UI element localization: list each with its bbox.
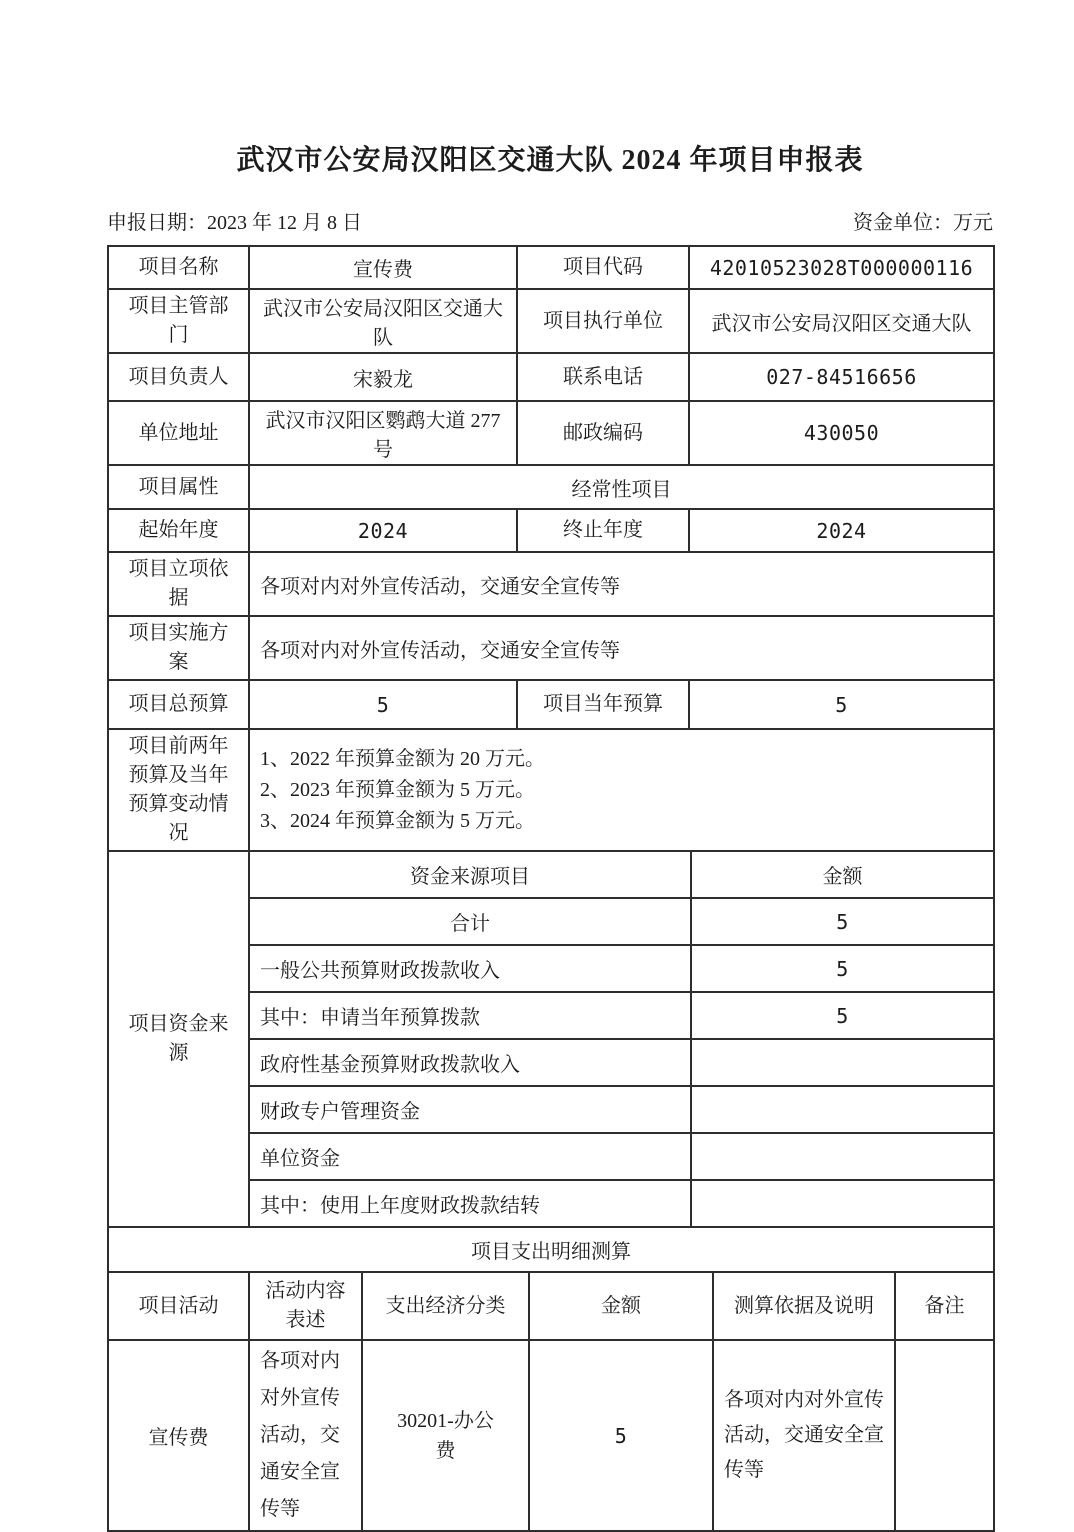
- page-title: 武汉市公安局汉阳区交通大队 2024 年项目申报表: [236, 145, 864, 176]
- funding-header-amount: 金额: [691, 851, 994, 898]
- detail-header-amount: 金额: [529, 1272, 713, 1340]
- supervisor-dept-label: 项目主管部门: [108, 289, 249, 353]
- funding-unit-funds-amount: [691, 1133, 994, 1180]
- current-year-budget-label: 项目当年预算: [517, 680, 689, 729]
- detail-activity-value: 宣传费: [108, 1340, 249, 1531]
- table-row: [108, 465, 994, 509]
- budget-history-label: 项目前两年预算及当年预算变动情况: [108, 729, 249, 851]
- total-budget-value: 5: [249, 680, 517, 729]
- total-budget-label: 项目总预算: [108, 680, 249, 729]
- declare-date: 申报日期：2023 年 12 月 8 日: [107, 212, 362, 234]
- project-name-label: 项目名称: [108, 246, 249, 289]
- funding-header-source: 资金来源项目: [249, 851, 691, 898]
- table-header-row: [108, 1272, 994, 1340]
- detail-description-value: 各项对内对外宣传活动，交通安全宣传等: [249, 1340, 362, 1531]
- executing-unit-label: 项目执行单位: [517, 289, 689, 353]
- table-row: [108, 680, 994, 729]
- table-row: [108, 353, 994, 401]
- project-attribute-label: 项目属性: [108, 465, 249, 509]
- phone-label: 联系电话: [517, 353, 689, 401]
- unit-address-label: 单位地址: [108, 401, 249, 465]
- funding-fiscal-account-amount: [691, 1086, 994, 1133]
- supervisor-dept-value: 武汉市公安局汉阳区交通大队: [249, 289, 517, 353]
- current-year-budget-value: 5: [689, 680, 994, 729]
- detail-header-description: 活动内容表述: [249, 1272, 362, 1340]
- funding-source-table: [107, 850, 995, 1228]
- table-row: [108, 851, 994, 898]
- detail-basis-value: 各项对内对外宣传活动，交通安全宣传等: [713, 1340, 895, 1531]
- detail-header-basis: 测算依据及说明: [713, 1272, 895, 1340]
- implementation-plan-label: 项目实施方案: [108, 616, 249, 680]
- funding-current-year-appropriation-amount: 5: [691, 992, 994, 1039]
- table-row: [108, 729, 994, 851]
- table-row: [108, 246, 994, 289]
- budget-history-line: 3、2024 年预算金额为 5 万元。: [260, 809, 535, 832]
- detail-header-category: 支出经济分类: [362, 1272, 529, 1340]
- expense-detail-section: [107, 1226, 995, 1273]
- approval-basis-value: 各项对内对外宣传活动，交通安全宣传等: [249, 552, 994, 616]
- funding-carryover-label: 其中：使用上年度财政拨款结转: [249, 1180, 691, 1227]
- funding-govt-fund-label: 政府性基金预算财政拨款收入: [249, 1039, 691, 1086]
- detail-category-value: [362, 1340, 529, 1531]
- project-code-value: 42010523028T000000116: [689, 246, 994, 289]
- funding-general-public-label: 一般公共预算财政拨款收入: [249, 945, 691, 992]
- funding-total-label: 合计: [249, 898, 691, 945]
- project-leader-label: 项目负责人: [108, 353, 249, 401]
- table-row: [108, 401, 994, 465]
- postcode-label: 邮政编码: [517, 401, 689, 465]
- detail-header-note: 备注: [895, 1272, 994, 1340]
- project-info-table: [107, 245, 995, 852]
- start-year-value: 2024: [249, 509, 517, 552]
- fund-unit: 资金单位：万元: [853, 212, 993, 234]
- project-leader-value: 宋毅龙: [249, 353, 517, 401]
- end-year-value: 2024: [689, 509, 994, 552]
- funding-total-amount: 5: [691, 898, 994, 945]
- project-name-value: 宣传费: [249, 246, 517, 289]
- budget-history-value: [249, 729, 994, 851]
- funding-fiscal-account-label: 财政专户管理资金: [249, 1086, 691, 1133]
- detail-category-text: 30201-办公费: [397, 1409, 494, 1462]
- funding-current-year-appropriation-label: 其中：申请当年预算拨款: [249, 992, 691, 1039]
- budget-history-line: 1、2022 年预算金额为 20 万元。: [260, 747, 545, 770]
- detail-note-value: [895, 1340, 994, 1531]
- funding-govt-fund-amount: [691, 1039, 994, 1086]
- detail-amount-value: 5: [529, 1340, 713, 1531]
- implementation-plan-value: 各项对内对外宣传活动，交通安全宣传等: [249, 616, 994, 680]
- budget-history-line: 2、2023 年预算金额为 5 万元。: [260, 778, 535, 801]
- table-row: [108, 1340, 994, 1531]
- funding-unit-funds-label: 单位资金: [249, 1133, 691, 1180]
- table-row: [108, 616, 994, 680]
- table-row: [108, 289, 994, 353]
- table-row: [108, 509, 994, 552]
- postcode-value: 430050: [689, 401, 994, 465]
- end-year-label: 终止年度: [517, 509, 689, 552]
- unit-address-value: 武汉市汉阳区鹦鹉大道 277 号: [249, 401, 517, 465]
- meta-row: [107, 206, 993, 235]
- project-attribute-value: 经常性项目: [249, 465, 994, 509]
- table-row: [108, 552, 994, 616]
- project-code-label: 项目代码: [517, 246, 689, 289]
- expense-detail-table: [107, 1271, 995, 1532]
- funding-carryover-amount: [691, 1180, 994, 1227]
- executing-unit-value: 武汉市公安局汉阳区交通大队: [689, 289, 994, 353]
- phone-value: 027-84516656: [689, 353, 994, 401]
- funding-source-label: 项目资金来源: [108, 851, 249, 1227]
- start-year-label: 起始年度: [108, 509, 249, 552]
- approval-basis-label: 项目立项依据: [108, 552, 249, 616]
- funding-general-public-amount: 5: [691, 945, 994, 992]
- table-row: [108, 1227, 994, 1272]
- expense-detail-section-title: 项目支出明细测算: [108, 1227, 994, 1272]
- detail-header-activity: 项目活动: [108, 1272, 249, 1340]
